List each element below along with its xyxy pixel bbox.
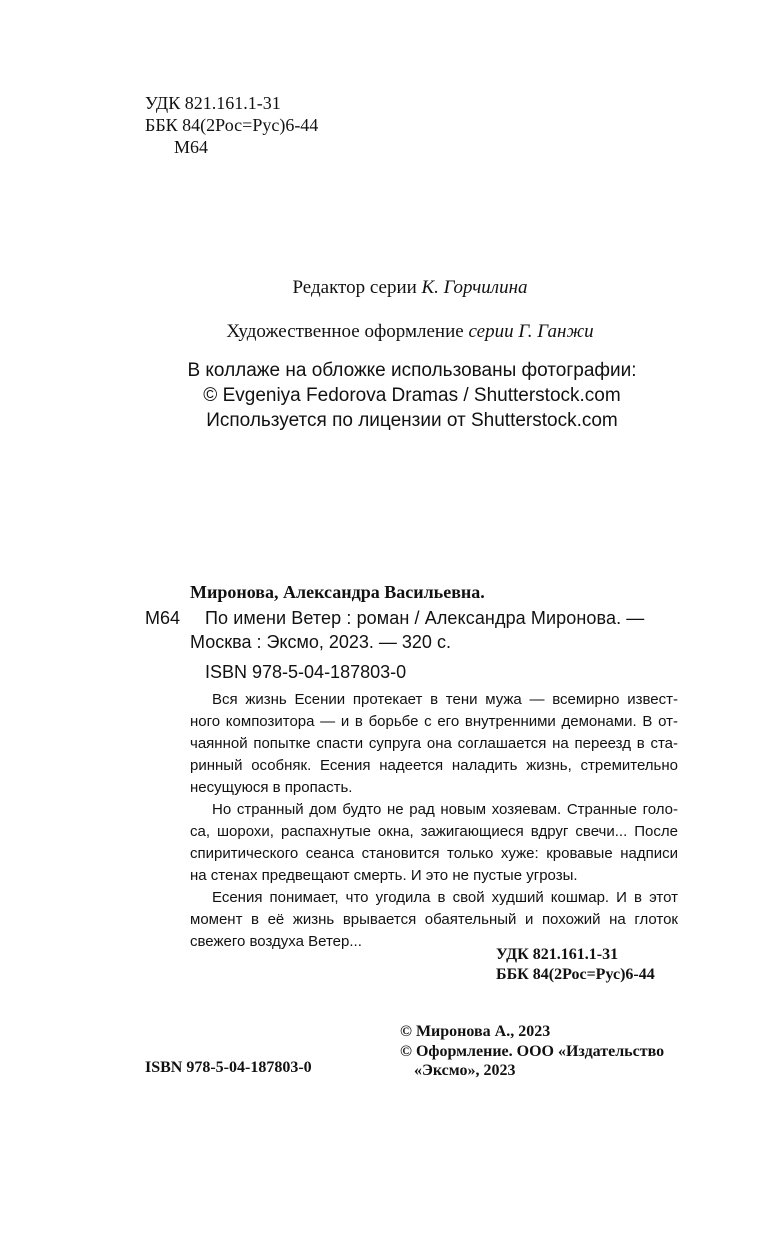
bib-author: Миронова, Александра Васильевна.	[190, 582, 485, 602]
annotation-line: Есения понимает, что угодила в свой худший кошмар. И в этот	[212, 889, 678, 906]
udk-code: УДК 821.161.1-31	[145, 93, 281, 113]
annotation-paragraph	[190, 689, 678, 799]
series-editor-name: К. Горчилина	[421, 277, 528, 298]
annotation-line: несущуюся в пропасть.	[190, 779, 353, 796]
photo-credit-line: Используется по лицензии от Shutterstock.com	[206, 410, 618, 431]
art-design-name: серии Г. Ганжи	[468, 321, 594, 342]
photo-credit-line: © Evgeniya Fedorova Dramas / Shutterstock.com	[203, 385, 621, 406]
annotation-line: са, шорохи, распахнутые окна, зажигающиеся вдруг свечи... После	[190, 823, 678, 840]
annotation-line: свежего воздуха Ветер...	[190, 933, 362, 950]
copyright-design-line: © Оформление. ООО «Издательство	[400, 1043, 665, 1060]
footer-isbn: ISBN 978-5-04-187803-0	[145, 1059, 312, 1076]
annotation-line: ринный особняк. Есения надеется наладить жизнь, стремительно	[190, 757, 678, 774]
bib-mark: М64	[145, 608, 181, 628]
bbk-code: ББК 84(2Рос=Рус)6-44	[145, 115, 319, 135]
author-mark: М64	[174, 137, 209, 157]
annotation-line: момент в её жизнь врывается обаятельный и похожий на глоток	[190, 911, 678, 928]
annotation-line: чаянной попытке спасти супруга она соглашается на переезд в ста-	[190, 735, 678, 752]
annotation-line: ного композитора — и в борьбе с его внутренними демонами. В от-	[190, 713, 678, 730]
copyright-design-line: «Эксмо», 2023	[414, 1062, 516, 1079]
annotation-paragraph	[190, 887, 678, 953]
photo-credit-line: В коллаже на обложке использованы фотографии:	[187, 360, 637, 381]
classification-udk: УДК 821.161.1-31	[496, 946, 619, 963]
bib-isbn: ISBN 978-5-04-187803-0	[205, 662, 407, 682]
art-design-label: Художественное оформление	[226, 321, 464, 342]
bib-title-line: По имени Ветер : роман / Александра Миронова. —	[205, 608, 645, 628]
classification-bbk: ББК 84(2Рос=Рус)6-44	[496, 966, 655, 983]
annotation-line: спиритического сеанса становится только хуже: кровавые надписи	[190, 845, 678, 862]
annotation-line: Но странный дом будто не рад новым хозяевам. Странные голо-	[212, 801, 678, 818]
copyright-author: © Миронова А., 2023	[400, 1023, 551, 1040]
annotation-line: Вся жизнь Есении протекает в тени мужа — всемирно извест-	[212, 691, 678, 708]
annotation-paragraph	[190, 799, 678, 887]
series-editor-label: Редактор серии	[292, 277, 417, 298]
annotation-line: на стенах предвещают смерть. И это не пустые угрозы.	[190, 867, 578, 884]
photo-credits	[0, 358, 768, 433]
series-editor-line	[0, 275, 768, 300]
bib-publisher-line: Москва : Эксмо, 2023. — 320 с.	[190, 632, 451, 652]
annotation	[190, 689, 678, 953]
art-design-line	[0, 319, 768, 344]
